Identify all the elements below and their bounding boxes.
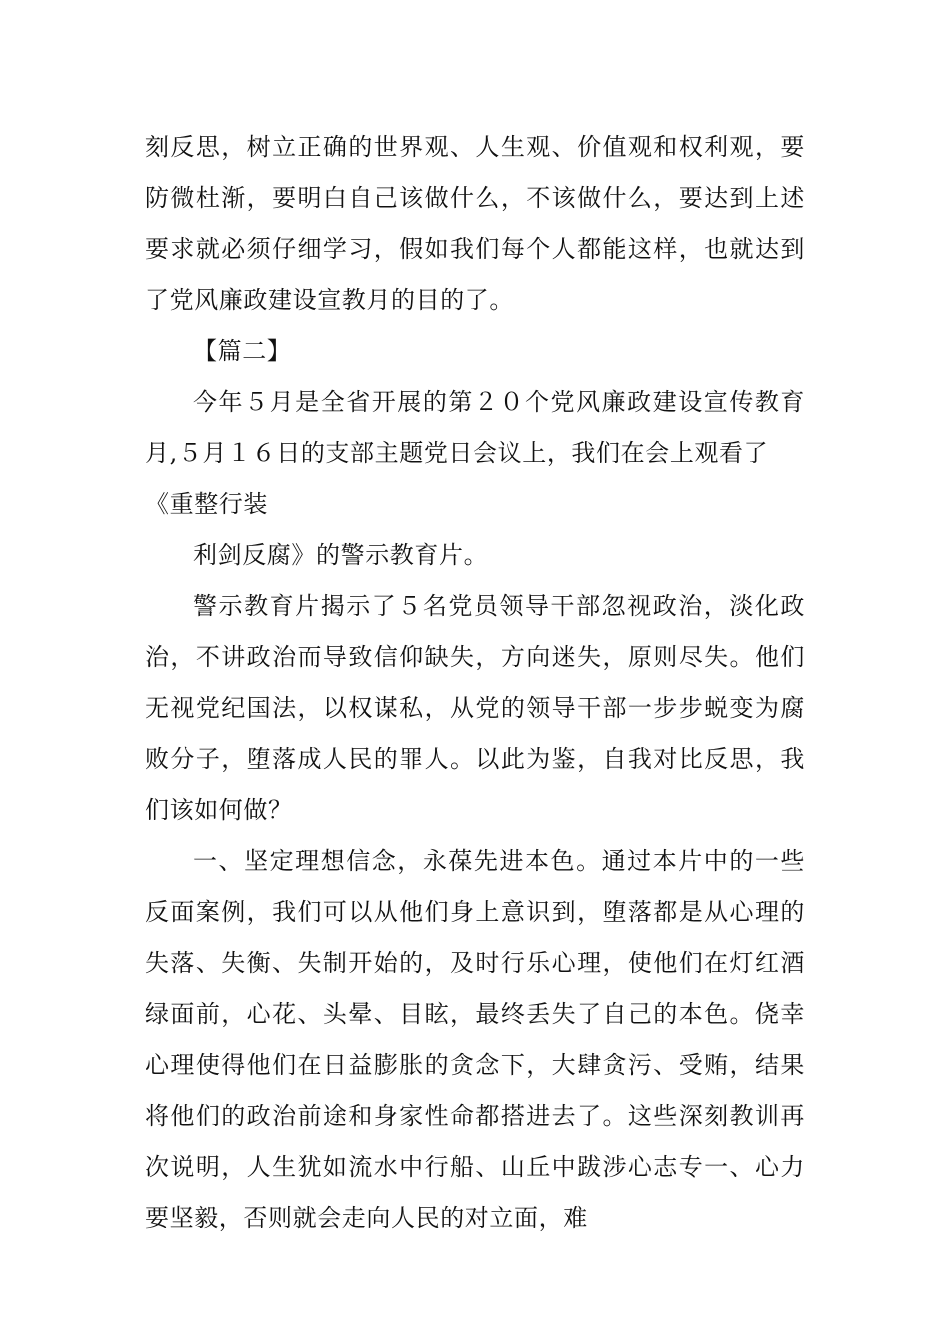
paragraph-continuation: 刻反思，树立正确的世界观、人生观、价值观和权利观，要防微杜渐，要明白自己该做什么，不该做什么，要达到上述要求就必须仔细学习，假如我们每个人都能这样，也就达到了党风廉政建设宣教月的目的了。 — [145, 133, 805, 314]
paragraph-film-title-end: 利剑反腐》的警示教育片。 — [193, 541, 489, 569]
paragraph-intro: 今年５月是全省开展的第２０个党风廉政建设宣传教育月,５月１６日的支部主题党日会议上，我们在会上观看了 — [145, 388, 805, 467]
paragraph-film-summary: 警示教育片揭示了５名党员领导干部忽视政治，淡化政治，不讲政治而导致信仰缺失，方向迷失，原则尽失。他们无视党纪国法，以权谋私，从党的领导干部一步步蜕变为腐败分子，堕落成人民的罪人。以此为鉴，自我对比反思，我们该如何做？ — [145, 592, 805, 824]
paragraph-point-one: 一、坚定理想信念，永葆先进本色。通过本片中的一些反面案例，我们可以从他们身上意识到，堕落都是从心理的失落、失衡、失制开始的，及时行乐心理，使他们在灯红酒绿面前，心花、头晕、目眩，最终丢失了自己的本色。侥幸心理使得他们在日益膨胀的贪念下，大肆贪污、受贿，结果将他们的政治前途和身家性命都搭进去了。这些深刻教训再次说明，人生犹如流水中行船、山丘中跋涉心志专一、心力要坚毅，否则就会走向人民的对立面，难 — [145, 847, 805, 1232]
section-heading: 【篇二】 — [193, 337, 292, 365]
document-body — [145, 122, 805, 1244]
paragraph-film-title-start: 《重整行装 — [145, 490, 268, 518]
